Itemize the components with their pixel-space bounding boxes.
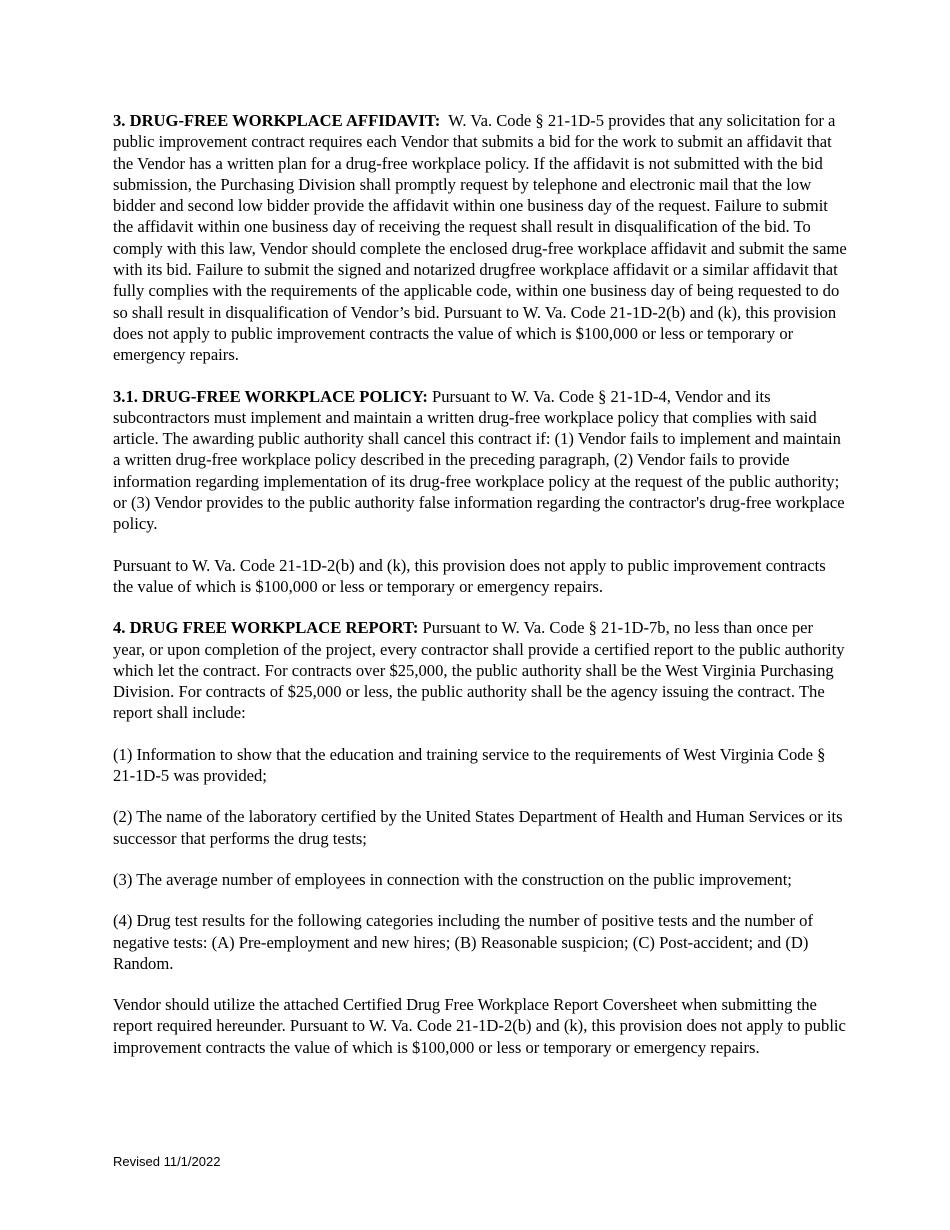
section-3-1-exemption-text: Pursuant to W. Va. Code 21-1D-2(b) and (k), this provision does not apply to public improvement contracts the value of which is $100,000 or less or temporary or emergency repairs. bbox=[113, 555, 826, 596]
report-item-4-text: (4) Drug test results for the following categories including the number of positive tests and the number of negative tests: (A) Pre-employment and new hires; (B) Reasonable suspicion; (C) Post-accident; and (D) Random. bbox=[113, 911, 814, 973]
document-page bbox=[113, 110, 848, 1078]
section-3-1-heading: 3.1. DRUG-FREE WORKPLACE POLICY: bbox=[113, 386, 428, 406]
report-item-1-text: (1) Information to show that the education and training service to the requirements of West Virginia Code § 21-1D-5 was provided; bbox=[113, 744, 826, 786]
section-4-closing bbox=[113, 994, 848, 1058]
report-item-2-text: (2) The name of the laboratory certified by the United States Department of Health and Human Services or its successor that performs the drug tests; bbox=[113, 807, 843, 848]
section-3-1-policy bbox=[113, 386, 848, 535]
section-3-1-exemption bbox=[113, 555, 848, 598]
section-3-1-paragraph bbox=[113, 386, 848, 535]
section-4-heading: 4. DRUG FREE WORKPLACE REPORT: bbox=[113, 618, 419, 638]
section-3-paragraph bbox=[113, 110, 848, 366]
section-4-closing-text: Vendor should utilize the attached Certified Drug Free Workplace Report Coversheet when submitting the report required hereunder. Pursuant to W. Va. Code 21-1D-2(b) and (k), this provision does not apply to public improvement contracts the value of which is $100,000 or less or temporary or emergency repairs. bbox=[113, 995, 846, 1057]
section-4-paragraph bbox=[113, 617, 848, 723]
section-4-body: Pursuant to W. Va. Code § 21-1D-7b, no less than once per year, or upon completion of the project, every contractor shall provide a certified report to the public authority which let the contract. For contracts over $25,000, the public authority shall be the West Virginia Purchasing Division. For contracts of $25,000 or less, the public authority shall be the agency issuing the contract. The report shall include: bbox=[113, 618, 845, 723]
report-item-1 bbox=[113, 744, 848, 787]
section-3-affidavit bbox=[113, 110, 848, 366]
report-item-2 bbox=[113, 806, 848, 849]
section-3-heading: 3. DRUG-FREE WORKPLACE AFFIDAVIT: bbox=[113, 111, 441, 130]
section-4-report bbox=[113, 617, 848, 723]
section-3-body: W. Va. Code § 21-1D-5 provides that any solicitation for a public improvement contract requires each Vendor that submits a bid for the work to submit an affidavit that the Vendor has a written plan for a drug-free workplace policy. If the affidavit is not submitted with the bid submission, the Purchasing Division shall promptly request by telephone and electronic mail that the low bidder and second low bidder provide the affidavit within one business day of the request. Failure to submit the affidavit within one business day of receiving the request shall result in disqualification of the bid. To comply with this law, Vendor should complete the enclosed drug-free workplace affidavit and submit the same with its bid. Failure to submit the signed and notarized drugfree workplace affidavit or a similar affidavit that fully complies with the requirements of the applicable code, within one business day of being requested to do so shall result in disqualification of Vendor’s bid. Pursuant to W. Va. Code 21-1D-2(b) and (k), this provision does not apply to public improvement contracts the value of which is $100,000 or less or temporary or emergency repairs. bbox=[113, 111, 847, 365]
report-item-3 bbox=[113, 869, 848, 890]
report-item-3-text: (3) The average number of employees in connection with the construction on the public improvement; bbox=[113, 869, 792, 889]
report-item-4 bbox=[113, 910, 848, 974]
revision-footer: Revised 11/1/2022 bbox=[113, 1154, 221, 1169]
section-3-1-body: Pursuant to W. Va. Code § 21-1D-4, Vendor and its subcontractors must implement and maintain a written drug-free workplace policy that complies with said article. The awarding public authority shall cancel this contract if: (1) Vendor fails to implement and maintain a written drug-free workplace policy described in the preceding paragraph, (2) Vendor fails to provide information regarding implementation of its drug-free workplace policy at the request of the public authority; or (3) Vendor provides to the public authority false information regarding the contractor's drug-free workplace policy. bbox=[113, 386, 845, 534]
